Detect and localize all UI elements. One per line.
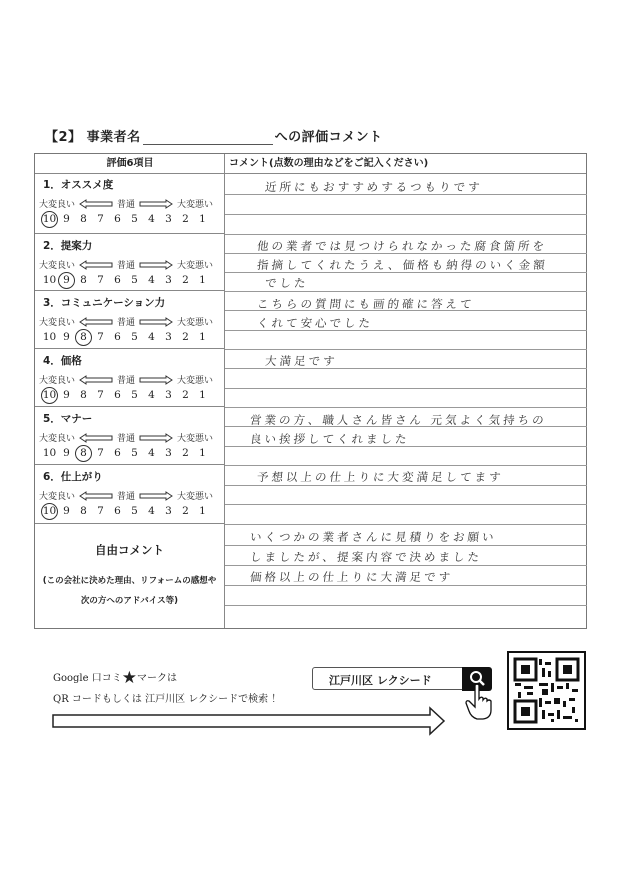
score-3[interactable]: 3 bbox=[165, 213, 172, 225]
mid-label: 普通 bbox=[117, 434, 136, 444]
score-9[interactable]: 9 bbox=[63, 213, 70, 225]
score-10-selected[interactable]: 10 bbox=[42, 213, 57, 225]
score-1[interactable]: 1 bbox=[199, 505, 206, 517]
title-suffix: への評価コメント bbox=[274, 130, 383, 145]
rating-scale bbox=[39, 197, 213, 210]
section-title: 3．コミュニケーション力 bbox=[43, 297, 166, 309]
score-options bbox=[41, 274, 211, 286]
free-comment-title: 自由コメント bbox=[95, 543, 164, 557]
score-4[interactable]: 4 bbox=[148, 213, 155, 225]
comment-text[interactable]: でした bbox=[264, 276, 310, 290]
score-9[interactable]: 9 bbox=[63, 331, 70, 343]
comment-text[interactable]: いくつかの業者さんに見積りをお願い bbox=[249, 530, 498, 544]
arrow-left-icon bbox=[79, 317, 113, 326]
header-items: 評価6項目 bbox=[106, 158, 154, 169]
arrow-right-icon bbox=[139, 317, 173, 326]
score-10-selected[interactable]: 10 bbox=[42, 505, 57, 517]
score-4[interactable]: 4 bbox=[148, 447, 155, 459]
mid-label: 普通 bbox=[117, 318, 136, 328]
comment-text[interactable]: 指摘してくれたうえ、価格も納得のいく金額 bbox=[256, 258, 549, 272]
google-review-line bbox=[53, 668, 177, 688]
hand-pointer-icon bbox=[465, 683, 495, 721]
bad-label: 大変悪い bbox=[177, 492, 214, 502]
score-2[interactable]: 2 bbox=[182, 389, 189, 401]
search-box[interactable] bbox=[312, 667, 467, 690]
score-2[interactable]: 2 bbox=[182, 505, 189, 517]
score-5[interactable]: 5 bbox=[131, 505, 138, 517]
score-10[interactable]: 10 bbox=[42, 447, 57, 459]
comment-text[interactable]: 予想以上の仕上りに大変満足してます bbox=[256, 470, 505, 484]
free-comment-subtitle-2: 次の方へのアドバイス等) bbox=[80, 596, 179, 606]
rating-scale bbox=[39, 489, 213, 502]
score-2[interactable]: 2 bbox=[182, 447, 189, 459]
score-5[interactable]: 5 bbox=[131, 447, 138, 459]
score-6[interactable]: 6 bbox=[114, 505, 121, 517]
title-prefix: 【2】 事業者名 bbox=[45, 130, 141, 145]
rating-scale bbox=[39, 373, 213, 386]
score-8[interactable]: 8 bbox=[80, 274, 87, 286]
score-3[interactable]: 3 bbox=[165, 505, 172, 517]
score-4[interactable]: 4 bbox=[148, 331, 155, 343]
good-label: 大変良い bbox=[39, 318, 76, 328]
comment-text[interactable]: 近所にもおすすめするつもりです bbox=[264, 180, 484, 194]
mid-label: 普通 bbox=[117, 492, 136, 502]
score-7[interactable]: 7 bbox=[97, 331, 104, 343]
arrow-left-icon bbox=[79, 375, 113, 384]
mid-label: 普通 bbox=[117, 261, 136, 271]
section-title: 6．仕上がり bbox=[43, 471, 103, 483]
score-options bbox=[41, 389, 211, 401]
score-10[interactable]: 10 bbox=[42, 274, 57, 286]
comment-text[interactable]: 大満足です bbox=[264, 354, 339, 368]
page-title bbox=[45, 126, 383, 145]
comment-text[interactable]: 価格以上の仕上りに大満足です bbox=[249, 570, 454, 584]
score-options bbox=[41, 331, 211, 343]
score-7[interactable]: 7 bbox=[97, 213, 104, 225]
search-text: 江戸川区 レクシード bbox=[329, 674, 432, 687]
score-8[interactable]: 8 bbox=[80, 505, 87, 517]
score-options bbox=[41, 447, 211, 459]
section-title: 5．マナー bbox=[43, 413, 93, 425]
score-9[interactable]: 9 bbox=[63, 505, 70, 517]
good-label: 大変良い bbox=[39, 492, 76, 502]
score-7[interactable]: 7 bbox=[97, 274, 104, 286]
mark-text: マークは bbox=[136, 673, 177, 684]
comment-text[interactable]: こちらの質問にも画的確に答えて bbox=[256, 297, 476, 311]
score-3[interactable]: 3 bbox=[165, 447, 172, 459]
score-1[interactable]: 1 bbox=[199, 274, 206, 286]
score-9[interactable]: 9 bbox=[63, 389, 70, 401]
qr-code-icon bbox=[509, 653, 584, 728]
bad-label: 大変悪い bbox=[177, 261, 214, 271]
qr-code[interactable] bbox=[507, 651, 586, 730]
arrow-right-icon bbox=[139, 260, 173, 269]
comment-text[interactable]: しましたが、提案内容で決めました bbox=[249, 550, 483, 564]
good-label: 大変良い bbox=[39, 376, 76, 386]
score-6[interactable]: 6 bbox=[114, 274, 121, 286]
rating-scale bbox=[39, 315, 213, 328]
score-2[interactable]: 2 bbox=[182, 331, 189, 343]
score-3[interactable]: 3 bbox=[165, 274, 172, 286]
good-label: 大変良い bbox=[39, 261, 76, 271]
score-6[interactable]: 6 bbox=[114, 389, 121, 401]
score-5[interactable]: 5 bbox=[131, 213, 138, 225]
arrow-left-icon bbox=[79, 491, 113, 500]
score-6[interactable]: 6 bbox=[114, 213, 121, 225]
bad-label: 大変悪い bbox=[177, 434, 214, 444]
mid-label: 普通 bbox=[117, 200, 136, 210]
header-comment: コメント(点数の理由などをご記入ください) bbox=[229, 158, 429, 169]
score-options bbox=[41, 213, 211, 225]
score-2[interactable]: 2 bbox=[182, 274, 189, 286]
bad-label: 大変悪い bbox=[177, 200, 214, 210]
rating-scale bbox=[39, 258, 213, 271]
section-price bbox=[35, 349, 224, 407]
comment-text[interactable]: 他の業者では見つけられなかった腐食箇所を bbox=[256, 239, 548, 253]
score-4[interactable]: 4 bbox=[148, 505, 155, 517]
section-communication bbox=[35, 291, 224, 349]
rating-scale bbox=[39, 431, 213, 444]
arrow-left-icon bbox=[79, 260, 113, 269]
score-5[interactable]: 5 bbox=[131, 331, 138, 343]
mid-label: 普通 bbox=[117, 376, 136, 386]
evaluation-table bbox=[34, 153, 587, 629]
score-3[interactable]: 3 bbox=[165, 331, 172, 343]
business-name-blank bbox=[143, 132, 273, 145]
score-1[interactable]: 1 bbox=[199, 389, 206, 401]
comment-text[interactable]: 営業の方、職人さん皆さん 元気よく気持ちの bbox=[249, 413, 548, 427]
section-proposal bbox=[35, 234, 224, 291]
free-comment-subtitle-1: (この会社に決めた理由、リフォームの感想や bbox=[42, 576, 217, 586]
score-1[interactable]: 1 bbox=[199, 331, 206, 343]
score-9-selected[interactable]: 9 bbox=[58, 274, 75, 286]
score-8[interactable]: 8 bbox=[80, 213, 87, 225]
score-8-selected[interactable]: 8 bbox=[75, 331, 92, 343]
arrow-right-icon bbox=[139, 433, 173, 442]
good-label: 大変良い bbox=[39, 434, 76, 444]
score-7[interactable]: 7 bbox=[97, 505, 104, 517]
score-2[interactable]: 2 bbox=[182, 213, 189, 225]
arrow-right-icon bbox=[139, 199, 173, 208]
bad-label: 大変悪い bbox=[177, 376, 214, 386]
section-title: 4．価格 bbox=[43, 355, 82, 367]
score-5[interactable]: 5 bbox=[131, 389, 138, 401]
score-5[interactable]: 5 bbox=[131, 274, 138, 286]
big-arrow-right-icon bbox=[52, 706, 447, 736]
score-4[interactable]: 4 bbox=[148, 389, 155, 401]
arrow-right-icon bbox=[139, 491, 173, 500]
score-8[interactable]: 8 bbox=[80, 389, 87, 401]
section-manners bbox=[35, 407, 224, 465]
section-finish bbox=[35, 465, 224, 524]
score-7[interactable]: 7 bbox=[97, 447, 104, 459]
score-10-selected[interactable]: 10 bbox=[42, 389, 57, 401]
qr-search-line: QR コードもしくは 江戸川区 レクシードで検索 ！ bbox=[53, 694, 282, 705]
score-1[interactable]: 1 bbox=[199, 447, 206, 459]
score-8-selected[interactable]: 8 bbox=[75, 447, 92, 459]
score-options bbox=[41, 505, 211, 517]
arrow-left-icon bbox=[79, 199, 113, 208]
section-title: 2．提案力 bbox=[43, 240, 93, 252]
good-label: 大変良い bbox=[39, 200, 76, 210]
score-1[interactable]: 1 bbox=[199, 213, 206, 225]
google-review-text: Google 口コミ bbox=[53, 673, 122, 684]
section-title: 1．オススメ度 bbox=[43, 179, 114, 191]
comment-text[interactable]: くれて安心でした bbox=[256, 316, 374, 330]
score-9[interactable]: 9 bbox=[63, 447, 70, 459]
score-6[interactable]: 6 bbox=[114, 447, 121, 459]
bad-label: 大変悪い bbox=[177, 318, 214, 328]
arrow-right-icon bbox=[139, 375, 173, 384]
score-7[interactable]: 7 bbox=[97, 389, 104, 401]
section-recommendation bbox=[35, 173, 224, 234]
score-10[interactable]: 10 bbox=[42, 331, 57, 343]
score-3[interactable]: 3 bbox=[165, 389, 172, 401]
star-icon: ★ bbox=[121, 668, 137, 688]
comment-text[interactable]: 良い挨拶してくれました bbox=[249, 432, 411, 446]
score-6[interactable]: 6 bbox=[114, 331, 121, 343]
score-4[interactable]: 4 bbox=[148, 274, 155, 286]
arrow-left-icon bbox=[79, 433, 113, 442]
